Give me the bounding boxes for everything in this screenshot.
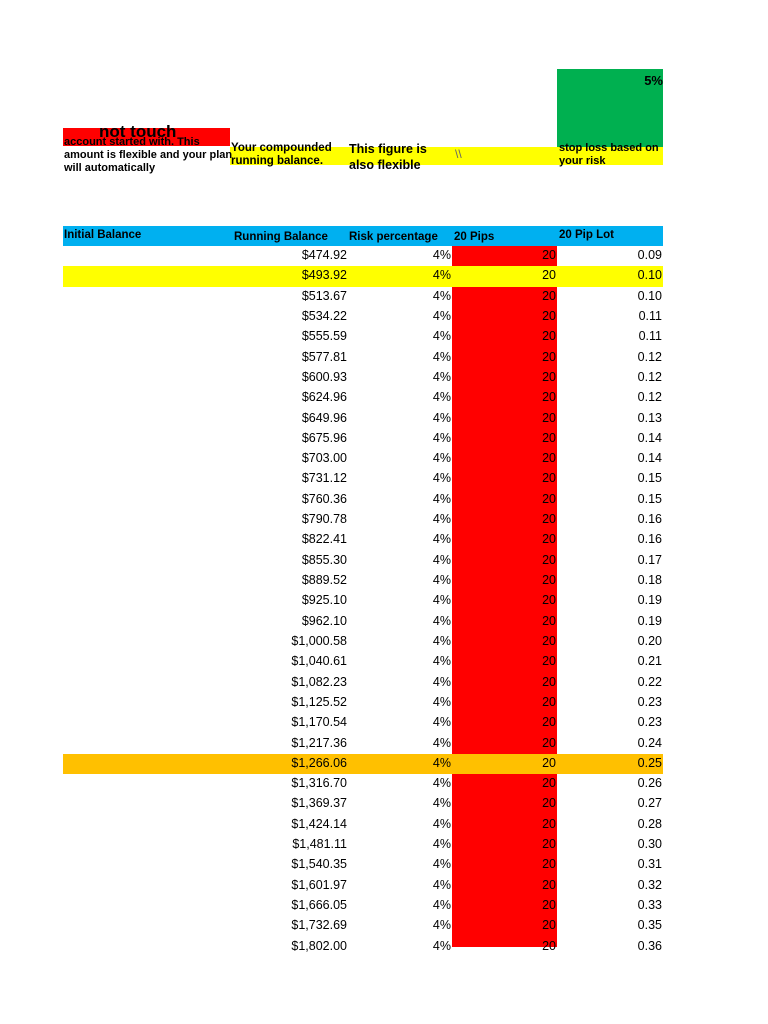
running-balance-cell: $1,170.54 bbox=[291, 715, 347, 730]
pips-cell: 20 bbox=[542, 288, 556, 303]
running-balance-cell: $1,802.00 bbox=[291, 938, 347, 953]
running-balance-cell: $790.78 bbox=[301, 512, 347, 527]
risk-percentage-cell: 4% bbox=[432, 633, 451, 648]
table-row bbox=[63, 937, 663, 957]
pips-cell: 20 bbox=[542, 532, 556, 547]
pip-lot-cell: 0.23 bbox=[637, 694, 662, 709]
pips-cell: 20 bbox=[542, 796, 556, 811]
table-row bbox=[63, 815, 663, 835]
table-row bbox=[63, 287, 663, 307]
running-balance-cell: $1,424.14 bbox=[291, 816, 347, 831]
pips-cell: 20 bbox=[542, 857, 556, 872]
pips-cell: 20 bbox=[542, 877, 556, 892]
pip-lot-cell: 0.12 bbox=[637, 390, 662, 405]
running-balance-cell: $1,540.35 bbox=[291, 857, 347, 872]
pips-cell: 20 bbox=[542, 410, 556, 425]
table-row bbox=[63, 571, 663, 591]
pip-lot-cell: 0.25 bbox=[637, 755, 662, 770]
table-row bbox=[63, 632, 663, 652]
pips-cell: 20 bbox=[542, 613, 556, 628]
pips-cell: 20 bbox=[542, 268, 556, 283]
pip-lot-cell: 0.19 bbox=[637, 613, 662, 628]
running-balance-cell: $1,217.36 bbox=[291, 735, 347, 750]
running-balance-cell: $855.30 bbox=[301, 552, 347, 567]
risk-percentage-cell: 4% bbox=[432, 796, 451, 811]
pip-lot-cell: 0.11 bbox=[638, 308, 662, 323]
pips-cell: 20 bbox=[542, 938, 556, 953]
pips-cell: 20 bbox=[542, 248, 556, 262]
note-slashes: \\ bbox=[455, 147, 462, 161]
running-balance-cell: $889.52 bbox=[301, 573, 347, 587]
risk-percentage-cell: 4% bbox=[432, 308, 451, 323]
pips-cell: 20 bbox=[542, 369, 556, 384]
note-initial-account: account started with. This amount is flexible and your plan will automatically bbox=[64, 136, 233, 174]
pips-cell: 20 bbox=[542, 837, 556, 852]
pip-lot-cell: 0.11 bbox=[638, 329, 662, 344]
running-balance-cell: $822.41 bbox=[301, 532, 347, 547]
running-balance-cell: $1,125.52 bbox=[291, 694, 347, 709]
pip-lot-cell: 0.36 bbox=[637, 938, 662, 953]
pip-lot-cell: 0.33 bbox=[637, 898, 662, 912]
table-row bbox=[63, 246, 663, 266]
risk-percentage-cell: 4% bbox=[432, 268, 451, 283]
table-row bbox=[63, 916, 663, 936]
header-pip-lot: 20 Pip Lot bbox=[559, 229, 614, 241]
pip-lot-cell: 0.14 bbox=[637, 451, 662, 466]
risk-percentage-cell: 4% bbox=[432, 491, 451, 506]
running-balance-cell: $731.12 bbox=[301, 471, 347, 486]
pips-cell: 20 bbox=[542, 715, 556, 730]
risk-percentage-cell: 4% bbox=[432, 776, 451, 791]
risk-percentage-cell: 4% bbox=[432, 877, 451, 892]
pip-lot-cell: 0.32 bbox=[637, 877, 662, 892]
pip-lot-cell: 0.15 bbox=[637, 491, 662, 506]
table-row bbox=[63, 368, 663, 388]
table-row bbox=[63, 429, 663, 449]
running-balance-cell: $649.96 bbox=[301, 410, 347, 425]
pip-lot-cell: 0.16 bbox=[637, 532, 662, 547]
pip-lot-cell: 0.23 bbox=[637, 715, 662, 730]
running-balance-cell: $1,732.69 bbox=[291, 918, 347, 933]
risk-percentage-cell: 4% bbox=[432, 451, 451, 466]
running-balance-cell: $760.36 bbox=[301, 491, 347, 506]
risk-percentage-cell: 4% bbox=[432, 735, 451, 750]
note-running-balance: Your compounded running balance. bbox=[231, 142, 332, 167]
table-row bbox=[63, 388, 663, 408]
running-balance-cell: $1,266.06 bbox=[291, 755, 347, 770]
table-row bbox=[63, 551, 663, 571]
table-row bbox=[63, 652, 663, 672]
running-balance-cell: $624.96 bbox=[301, 390, 347, 405]
table-row bbox=[63, 348, 663, 368]
pips-cell: 20 bbox=[542, 471, 556, 486]
pips-cell: 20 bbox=[542, 694, 556, 709]
table-row bbox=[63, 896, 663, 916]
risk-percentage-cell: 4% bbox=[432, 755, 451, 770]
risk-percentage-cell: 4% bbox=[432, 552, 451, 567]
risk-percentage-cell: 4% bbox=[432, 288, 451, 303]
pips-cell: 20 bbox=[542, 816, 556, 831]
pips-cell: 20 bbox=[542, 735, 556, 750]
balance-table-body bbox=[63, 246, 663, 957]
pip-lot-cell: 0.24 bbox=[637, 735, 662, 750]
table-row bbox=[63, 794, 663, 814]
pip-lot-cell: 0.10 bbox=[637, 288, 662, 303]
risk-percentage-cell: 4% bbox=[432, 512, 451, 527]
header-initial-balance: Initial Balance bbox=[64, 229, 142, 241]
pip-lot-cell: 0.28 bbox=[637, 816, 662, 831]
table-row bbox=[63, 876, 663, 896]
table-row bbox=[63, 449, 663, 469]
risk-percentage-cell: 4% bbox=[432, 349, 451, 364]
risk-percentage-cell: 4% bbox=[432, 248, 451, 262]
risk-percentage-cell: 4% bbox=[432, 918, 451, 933]
risk-percentage-cell: 4% bbox=[432, 410, 451, 425]
table-row bbox=[63, 591, 663, 611]
table-row bbox=[63, 266, 663, 286]
table-row bbox=[63, 774, 663, 794]
pip-lot-cell: 0.27 bbox=[637, 796, 662, 811]
risk-percentage-cell: 4% bbox=[432, 613, 451, 628]
table-row bbox=[63, 754, 663, 774]
pips-cell: 20 bbox=[542, 451, 556, 466]
risk-percentage-cell: 4% bbox=[432, 816, 451, 831]
running-balance-cell: $474.92 bbox=[301, 248, 347, 262]
red-warning-text: not touch bbox=[99, 122, 177, 141]
table-header bbox=[63, 226, 663, 246]
pip-lot-cell: 0.09 bbox=[637, 248, 662, 262]
pip-lot-cell: 0.18 bbox=[637, 573, 662, 587]
pips-cell: 20 bbox=[542, 633, 556, 648]
risk-percent-box bbox=[557, 69, 663, 147]
pips-cell: 20 bbox=[542, 512, 556, 527]
running-balance-cell: $1,000.58 bbox=[291, 633, 347, 648]
note-stop-loss: stop loss based on your risk bbox=[559, 142, 659, 167]
risk-percentage-cell: 4% bbox=[432, 573, 451, 587]
pip-lot-cell: 0.30 bbox=[637, 837, 662, 852]
risk-percentage-cell: 4% bbox=[432, 532, 451, 547]
risk-percentage-cell: 4% bbox=[432, 471, 451, 486]
table-row bbox=[63, 469, 663, 489]
table-row bbox=[63, 510, 663, 530]
table-row bbox=[63, 409, 663, 429]
table-row bbox=[63, 713, 663, 733]
pip-lot-cell: 0.16 bbox=[637, 512, 662, 527]
pips-cell: 20 bbox=[542, 755, 556, 770]
running-balance-cell: $1,666.05 bbox=[291, 898, 347, 912]
risk-percentage-cell: 4% bbox=[432, 369, 451, 384]
running-balance-cell: $555.59 bbox=[301, 329, 347, 344]
pips-cell: 20 bbox=[542, 430, 556, 445]
risk-percentage-cell: 4% bbox=[432, 857, 451, 872]
pips-cell: 20 bbox=[542, 674, 556, 689]
running-balance-cell: $600.93 bbox=[301, 369, 347, 384]
running-balance-cell: $577.81 bbox=[301, 349, 347, 364]
risk-percentage-cell: 4% bbox=[432, 430, 451, 445]
pips-cell: 20 bbox=[542, 898, 556, 912]
risk-percentage-cell: 4% bbox=[432, 390, 451, 405]
running-balance-cell: $703.00 bbox=[301, 451, 347, 466]
table-row bbox=[63, 490, 663, 510]
pips-cell: 20 bbox=[542, 552, 556, 567]
note-flexible-figure: This figure is also flexible bbox=[349, 142, 427, 172]
header-pips: 20 Pips bbox=[454, 231, 495, 243]
pips-cell: 20 bbox=[542, 329, 556, 344]
header-risk-percentage: Risk percentage bbox=[349, 231, 438, 243]
risk-percentage-cell: 4% bbox=[432, 694, 451, 709]
pip-lot-cell: 0.10 bbox=[637, 268, 662, 283]
risk-percentage-cell: 4% bbox=[432, 715, 451, 730]
risk-percentage-cell: 4% bbox=[432, 654, 451, 669]
table-row bbox=[63, 327, 663, 347]
table-row bbox=[63, 307, 663, 327]
pips-cell: 20 bbox=[542, 654, 556, 669]
pips-cell: 20 bbox=[542, 491, 556, 506]
pip-lot-cell: 0.14 bbox=[637, 430, 662, 445]
running-balance-cell: $1,082.23 bbox=[291, 674, 347, 689]
pips-cell: 20 bbox=[542, 593, 556, 608]
running-balance-cell: $1,601.97 bbox=[291, 877, 347, 892]
running-balance-cell: $1,316.70 bbox=[291, 776, 347, 791]
running-balance-cell: $925.10 bbox=[301, 593, 347, 608]
header-running-balance: Running Balance bbox=[234, 231, 328, 243]
table-row bbox=[63, 855, 663, 875]
pips-cell: 20 bbox=[542, 349, 556, 364]
risk-percentage-cell: 4% bbox=[432, 329, 451, 344]
pips-cell: 20 bbox=[542, 918, 556, 933]
risk-percentage-cell: 4% bbox=[432, 593, 451, 608]
pip-lot-cell: 0.21 bbox=[637, 654, 662, 669]
running-balance-cell: $675.96 bbox=[301, 430, 347, 445]
risk-percentage-cell: 4% bbox=[432, 837, 451, 852]
pip-lot-cell: 0.12 bbox=[637, 349, 662, 364]
pip-lot-cell: 0.31 bbox=[637, 857, 662, 872]
running-balance-cell: $493.92 bbox=[301, 268, 347, 283]
running-balance-cell: $513.67 bbox=[301, 288, 347, 303]
table-row bbox=[63, 530, 663, 550]
pip-lot-cell: 0.20 bbox=[637, 633, 662, 648]
table-row bbox=[63, 693, 663, 713]
pip-lot-cell: 0.15 bbox=[637, 471, 662, 486]
table-row bbox=[63, 835, 663, 855]
pips-cell: 20 bbox=[542, 776, 556, 791]
running-balance-cell: $962.10 bbox=[301, 613, 347, 628]
pip-lot-cell: 0.19 bbox=[637, 593, 662, 608]
pip-lot-cell: 0.22 bbox=[637, 674, 662, 689]
risk-percentage-cell: 4% bbox=[432, 898, 451, 912]
risk-percent-value: 5% bbox=[644, 73, 663, 88]
pip-lot-cell: 0.26 bbox=[637, 776, 662, 791]
pips-cell: 20 bbox=[542, 308, 556, 323]
pip-lot-cell: 0.17 bbox=[637, 552, 662, 567]
risk-percentage-cell: 4% bbox=[432, 938, 451, 953]
pip-lot-cell: 0.13 bbox=[637, 410, 662, 425]
risk-percentage-cell: 4% bbox=[432, 674, 451, 689]
running-balance-cell: $534.22 bbox=[301, 308, 347, 323]
table-row bbox=[63, 673, 663, 693]
pips-cell: 20 bbox=[542, 390, 556, 405]
pips-cell: 20 bbox=[542, 573, 556, 587]
running-balance-cell: $1,481.11 bbox=[292, 837, 347, 852]
running-balance-cell: $1,369.37 bbox=[291, 796, 347, 811]
pip-lot-cell: 0.35 bbox=[637, 918, 662, 933]
table-row bbox=[63, 612, 663, 632]
running-balance-cell: $1,040.61 bbox=[291, 654, 347, 669]
table-row bbox=[63, 734, 663, 754]
pip-lot-cell: 0.12 bbox=[637, 369, 662, 384]
